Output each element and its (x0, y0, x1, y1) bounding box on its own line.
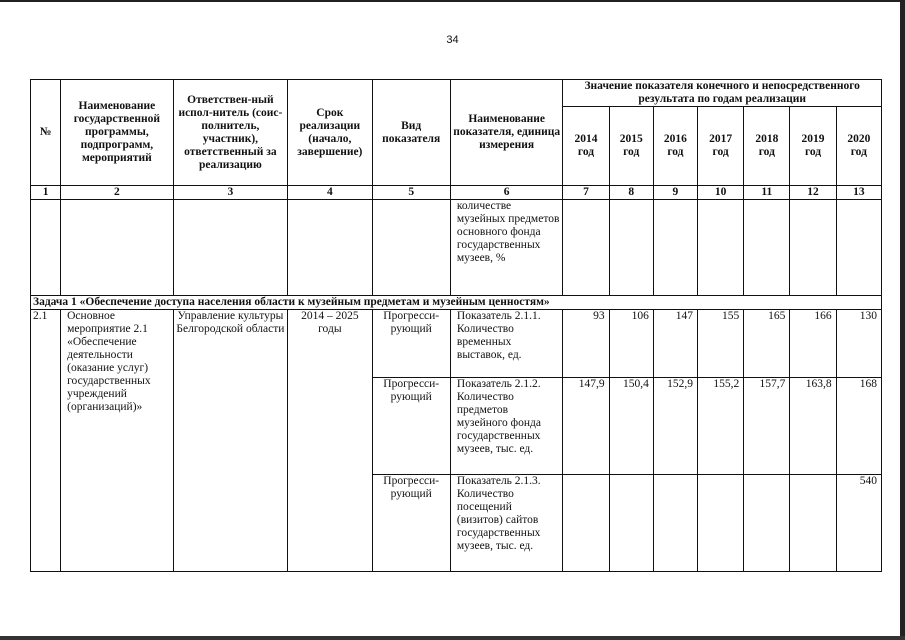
table-row-continuation (31, 200, 882, 296)
indicator-value: 166 (790, 310, 836, 378)
indicator-value (653, 475, 697, 572)
indicator-value: 163,8 (790, 378, 836, 475)
table-row (31, 310, 882, 378)
header-indicator-type: Вид показателя (372, 80, 450, 186)
table-row-task (31, 296, 882, 310)
indicator-value (790, 475, 836, 572)
header-indicator-name: Наименование показателя, единица измерения (450, 80, 563, 186)
header-year: 2020 год (836, 107, 881, 186)
indicator-value (698, 475, 744, 572)
page-number: 34 (446, 34, 459, 46)
column-number: 9 (653, 186, 697, 200)
column-number: 7 (563, 186, 609, 200)
indicator-value: 93 (563, 310, 609, 378)
header-year: 2015 год (609, 107, 653, 186)
indicator-type: Прогресси-рующий (372, 475, 450, 572)
indicator-value: 157,7 (744, 378, 790, 475)
header-period: Срок реализации (начало, завершение) (288, 80, 372, 186)
header-program-name: Наименование государственной программы, подпрограмм, мероприятий (61, 80, 174, 186)
continuation-text: количестве музейных предметов основного фонда государственных музеев, % (450, 200, 563, 296)
row-program-name: Основное мероприятие 2.1 «Обеспечение деятельности (оказание услуг) государственных учреждений (организаций)» (61, 310, 174, 572)
header-values-group: Значение показателя конечного и непосредственного результата по годам реализации (563, 80, 882, 107)
header-number: № (31, 80, 61, 186)
header-year: 2016 год (653, 107, 697, 186)
task-title: Задача 1 «Обеспечение доступа населения области к музейным предметам и музейным ценностям» (31, 296, 882, 310)
header-year: 2018 год (744, 107, 790, 186)
column-number: 10 (698, 186, 744, 200)
indicator-name: Показатель 2.1.2. Количество предметов музейного фонда государственных музеев, тыс. ед. (450, 378, 563, 475)
row-period: 2014 – 2025 годы (288, 310, 372, 572)
indicator-name: Показатель 2.1.3. Количество посещений (визитов) сайтов государственных музеев, тыс. ед. (450, 475, 563, 572)
indicator-value: 168 (836, 378, 881, 475)
column-number: 8 (609, 186, 653, 200)
column-number: 2 (61, 186, 174, 200)
indicator-value: 150,4 (609, 378, 653, 475)
indicator-value: 147,9 (563, 378, 609, 475)
indicator-value (609, 475, 653, 572)
indicator-type: Прогресси-рующий (372, 378, 450, 475)
indicator-value: 130 (836, 310, 881, 378)
column-number: 11 (744, 186, 790, 200)
indicator-value (563, 475, 609, 572)
indicator-value: 155 (698, 310, 744, 378)
indicator-value: 155,2 (698, 378, 744, 475)
indicator-value: 540 (836, 475, 881, 572)
indicators-table (30, 79, 882, 572)
column-number: 13 (836, 186, 881, 200)
indicator-name: Показатель 2.1.1. Количество временных выставок, ед. (450, 310, 563, 378)
indicator-value: 165 (744, 310, 790, 378)
indicator-value: 152,9 (653, 378, 697, 475)
page-edge-bottom (0, 636, 905, 640)
header-executor: Ответствен-ный испол-нитель (соис-полнитель, участник), ответственный за реализацию (173, 80, 288, 186)
page-edge-top (0, 0, 905, 2)
header-year: 2017 год (698, 107, 744, 186)
indicator-value: 147 (653, 310, 697, 378)
indicator-type: Прогресси-рующий (372, 310, 450, 378)
column-number: 5 (372, 186, 450, 200)
indicator-value (744, 475, 790, 572)
header-year: 2019 год (790, 107, 836, 186)
column-number: 12 (790, 186, 836, 200)
indicator-value: 106 (609, 310, 653, 378)
row-number: 2.1 (31, 310, 61, 572)
page-edge-right (900, 0, 905, 640)
column-number: 3 (173, 186, 288, 200)
header-year: 2014 год (563, 107, 609, 186)
row-executor: Управление культуры Белгородской области (173, 310, 288, 572)
column-number: 6 (450, 186, 563, 200)
column-number: 4 (288, 186, 372, 200)
column-number: 1 (31, 186, 61, 200)
